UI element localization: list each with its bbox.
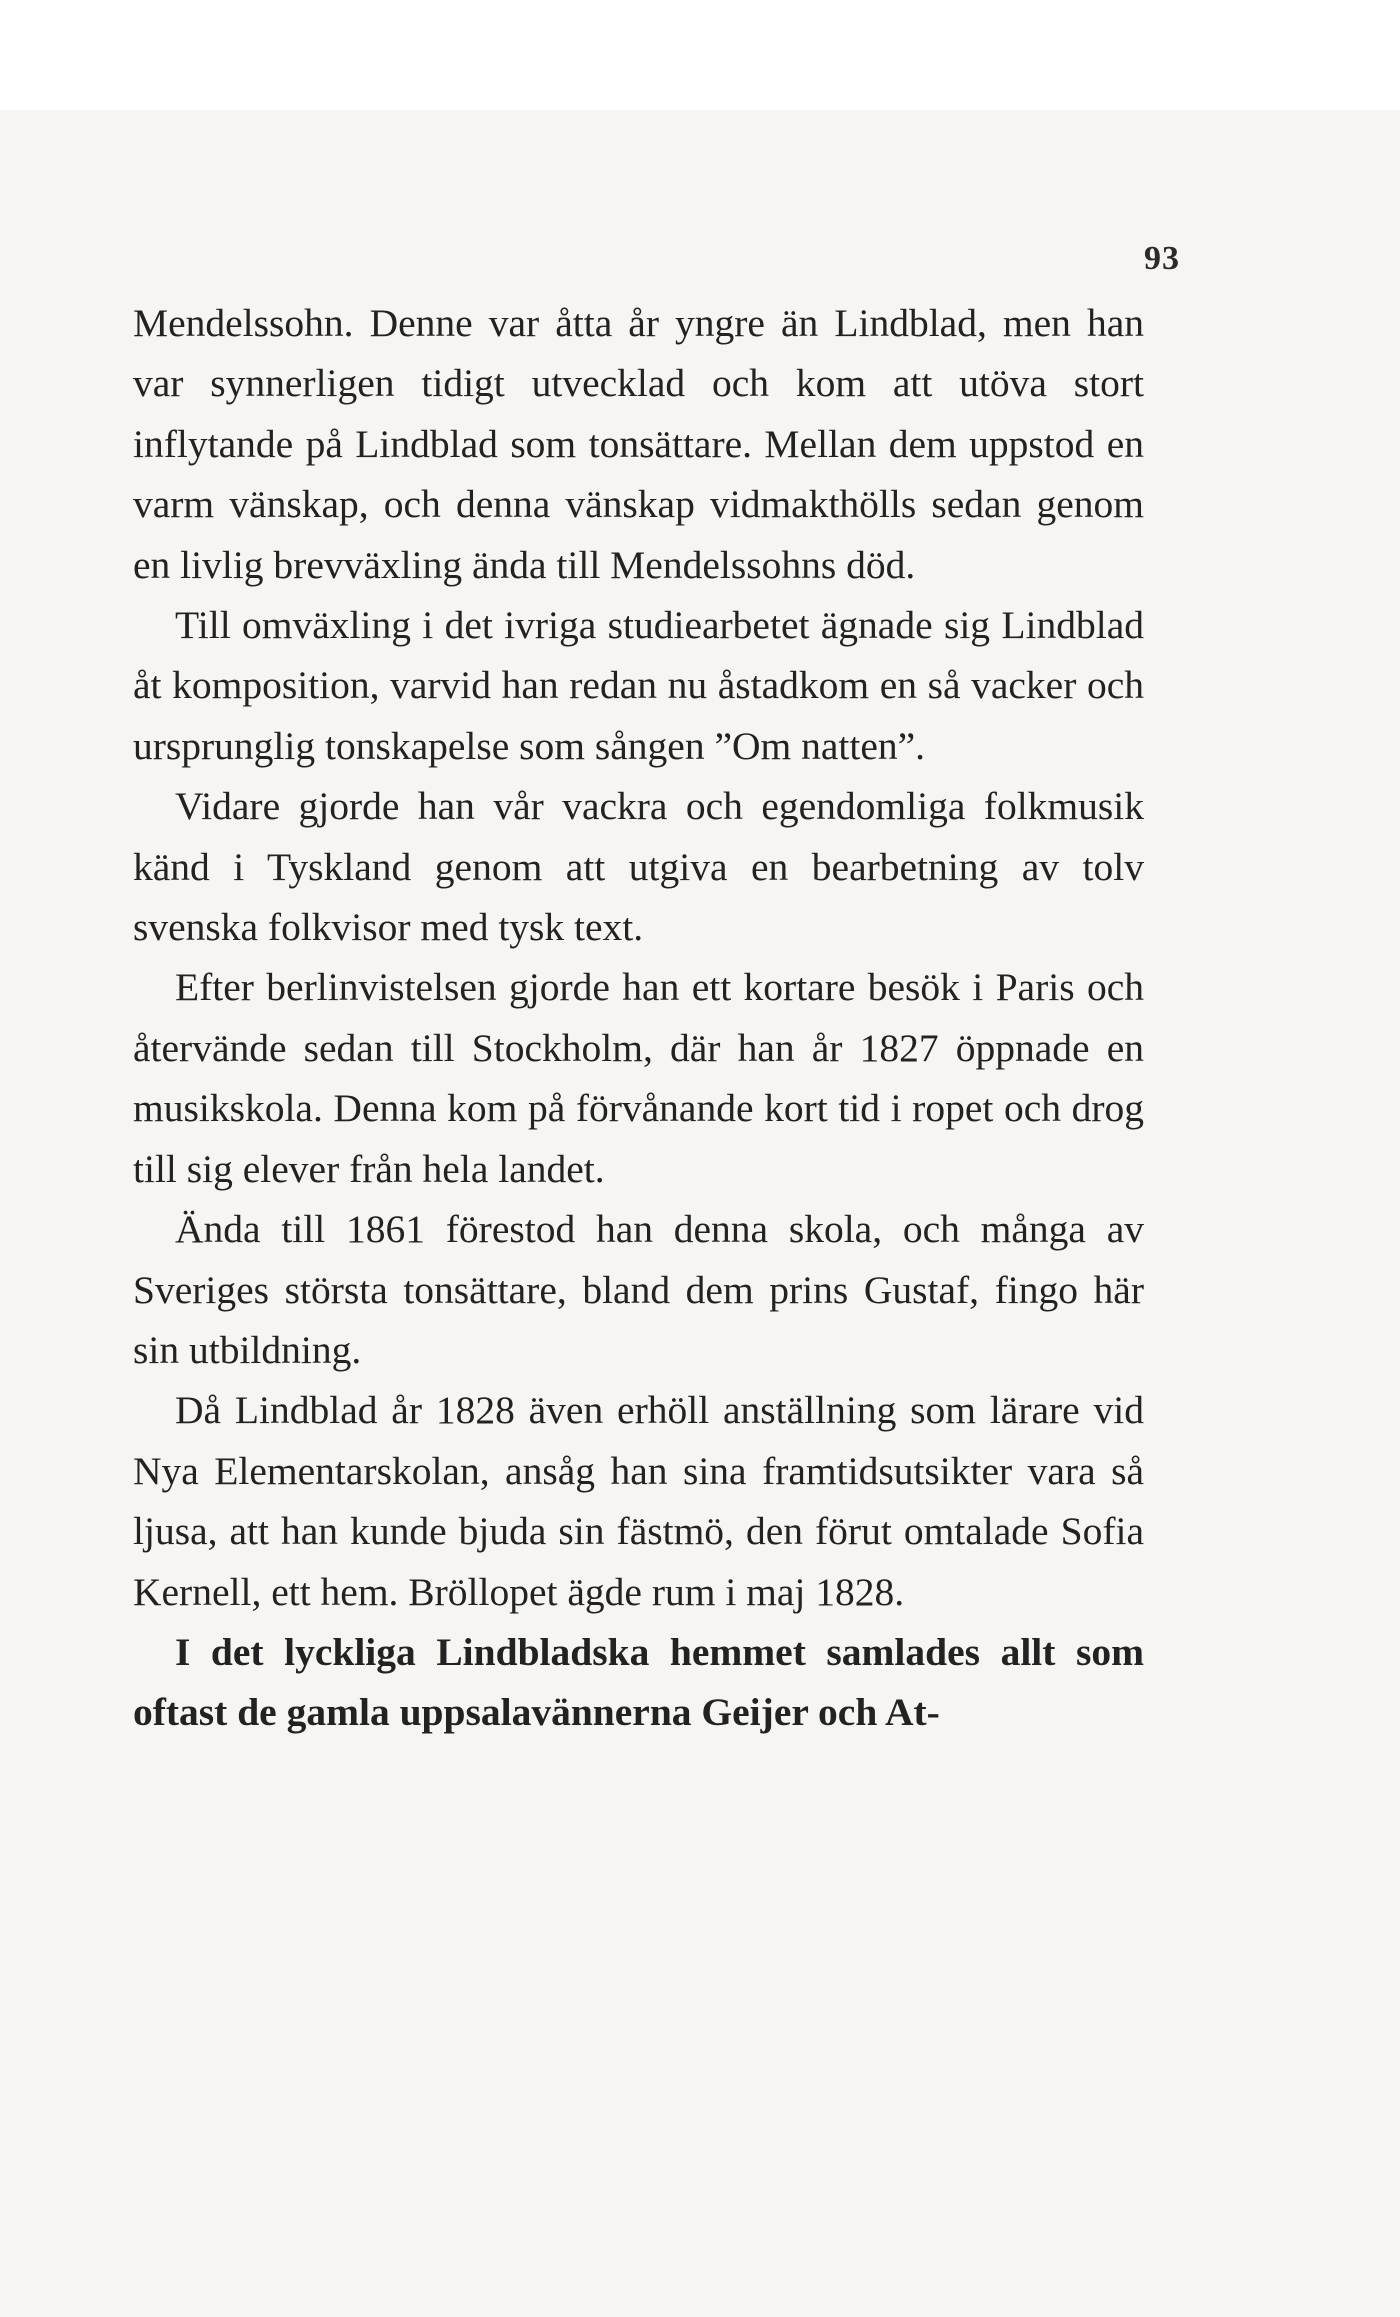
body-text [133, 293, 1144, 1743]
page-number: 93 [1144, 240, 1180, 277]
paragraph-5: Ända till 1861 förestod han denna skola, och många av Sveriges största tonsättare, bland dem prins Gustaf, fingo här sin utbildning. [133, 1207, 1144, 1372]
paragraph-7: I det lyckliga Lindbladska hemmet samlades allt som oftast de gamla uppsalavännerna Geijer och At- [133, 1629, 1144, 1735]
paragraph-6: Då Lindblad år 1828 även erhöll anställning som lärare vid Nya Elementarskolan, ansåg han sina framtidsutsikter vara så ljusa, att han kunde bjuda sin fästmö, den förut omtalade Sofia Kernell, ett hem. Bröllopet ägde rum i maj 1828. [133, 1388, 1144, 1614]
paragraph-1: Mendelssohn. Denne var åtta år yngre än Lindblad, men han var synnerligen tidigt utvecklad och kom att utöva stort inflytande på Lindblad som tonsättare. Mellan dem uppstod en varm vänskap, och denna vänskap vidmakthölls sedan genom en livlig brevväxling ända till Mendelssohns död. [133, 301, 1144, 587]
paragraph-4: Efter berlinvistelsen gjorde han ett kortare besök i Paris och återvände sedan till Stockholm, där han år 1827 öppnade en musikskola. Denna kom på förvånande kort tid i ropet och drog till sig elever från hela landet. [133, 965, 1144, 1191]
paragraph-2: Till omväxling i det ivriga studiearbetet ägnade sig Lindblad åt komposition, varvid han redan nu åstadkom en så vacker och ursprunglig tonskapelse som sången ”Om natten”. [133, 603, 1144, 768]
paragraph-3: Vidare gjorde han vår vackra och egendomliga folkmusik känd i Tyskland genom att utgiva en bearbetning av tolv svenska folkvisor med tysk text. [133, 784, 1144, 950]
